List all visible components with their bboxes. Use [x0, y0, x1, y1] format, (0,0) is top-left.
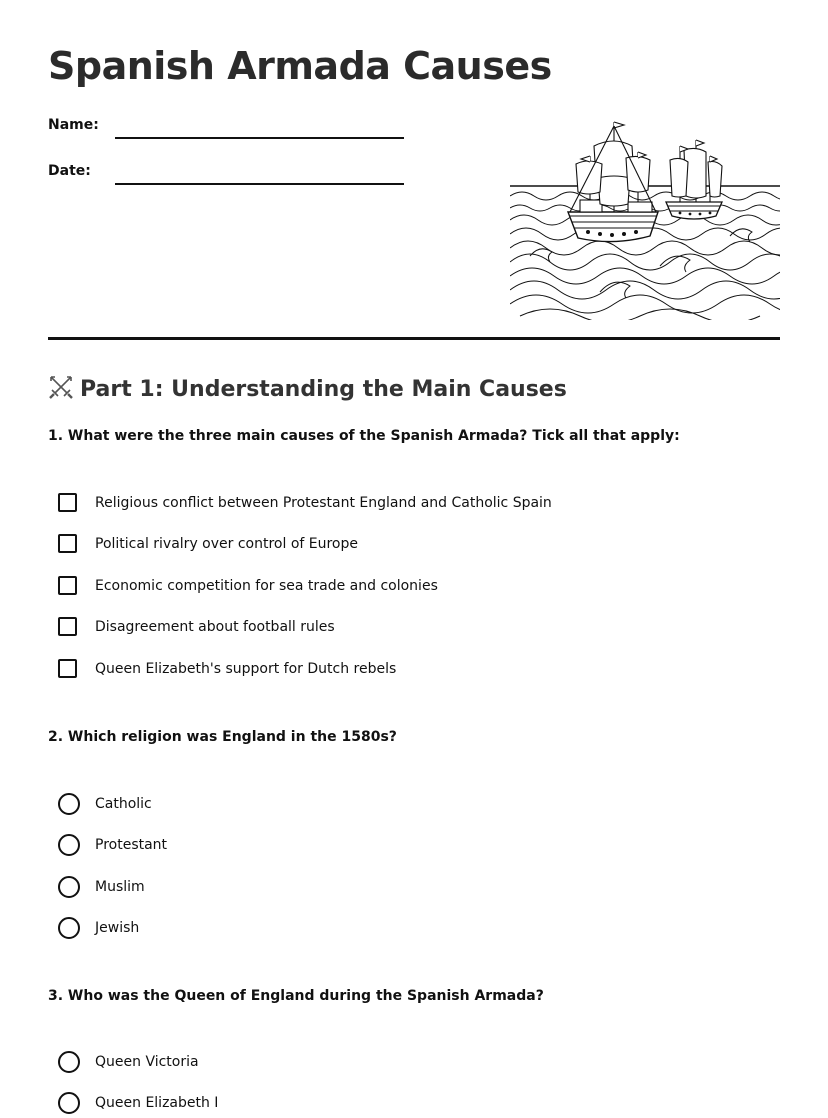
name-field[interactable] — [48, 117, 408, 141]
option-label: Muslim — [95, 879, 145, 895]
worksheet-title: Spanish Armada Causes — [48, 44, 552, 88]
crossed-swords-icon — [48, 377, 80, 402]
part1-title: Part 1: Understanding the Main Causes — [80, 377, 567, 402]
q1-option-5[interactable] — [58, 659, 758, 683]
worksheet-page — [48, 0, 780, 1118]
radio-button[interactable] — [58, 917, 80, 939]
q1-option-3[interactable] — [58, 576, 758, 600]
section-divider — [48, 337, 780, 340]
question-2: 2. Which religion was England in the 1580s? — [48, 729, 397, 745]
option-label: Queen Elizabeth's support for Dutch rebels — [95, 661, 397, 677]
q2-option-1[interactable] — [58, 794, 758, 818]
radio-button[interactable] — [58, 1051, 80, 1073]
name-input-line[interactable] — [115, 137, 404, 139]
option-label: Political rivalry over control of Europe — [95, 536, 358, 552]
radio-button[interactable] — [58, 834, 80, 856]
q1-option-1[interactable] — [58, 493, 758, 517]
checkbox[interactable] — [58, 493, 77, 512]
option-label: Economic competition for sea trade and colonies — [95, 578, 438, 594]
q2-option-3[interactable] — [58, 877, 758, 901]
option-label: Protestant — [95, 837, 168, 853]
galleon-ships-illustration — [510, 116, 780, 320]
radio-button[interactable] — [58, 876, 80, 898]
question-3: 3. Who was the Queen of England during the Spanish Armada? — [48, 988, 544, 1004]
checkbox[interactable] — [58, 659, 77, 678]
option-label: Jewish — [95, 920, 140, 936]
date-field[interactable] — [48, 163, 408, 187]
q1-option-2[interactable] — [58, 534, 758, 558]
part1-heading — [48, 374, 567, 402]
checkbox[interactable] — [58, 617, 77, 636]
option-label: Queen Elizabeth I — [95, 1095, 219, 1111]
date-label: Date: — [48, 163, 91, 179]
name-label: Name: — [48, 117, 99, 133]
q3-option-1[interactable] — [58, 1052, 758, 1076]
checkbox[interactable] — [58, 534, 77, 553]
radio-button[interactable] — [58, 793, 80, 815]
question-1: 1. What were the three main causes of the Spanish Armada? Tick all that apply: — [48, 428, 680, 444]
checkbox[interactable] — [58, 576, 77, 595]
date-input-line[interactable] — [115, 183, 404, 185]
q3-option-2[interactable] — [58, 1093, 758, 1117]
radio-button[interactable] — [58, 1092, 80, 1114]
q2-option-4[interactable] — [58, 918, 758, 942]
q1-option-4[interactable] — [58, 617, 758, 641]
option-label: Religious conflict between Protestant England and Catholic Spain — [95, 495, 552, 511]
q2-option-2[interactable] — [58, 835, 758, 859]
option-label: Disagreement about football rules — [95, 619, 335, 635]
option-label: Catholic — [95, 796, 152, 812]
option-label: Queen Victoria — [95, 1054, 199, 1070]
